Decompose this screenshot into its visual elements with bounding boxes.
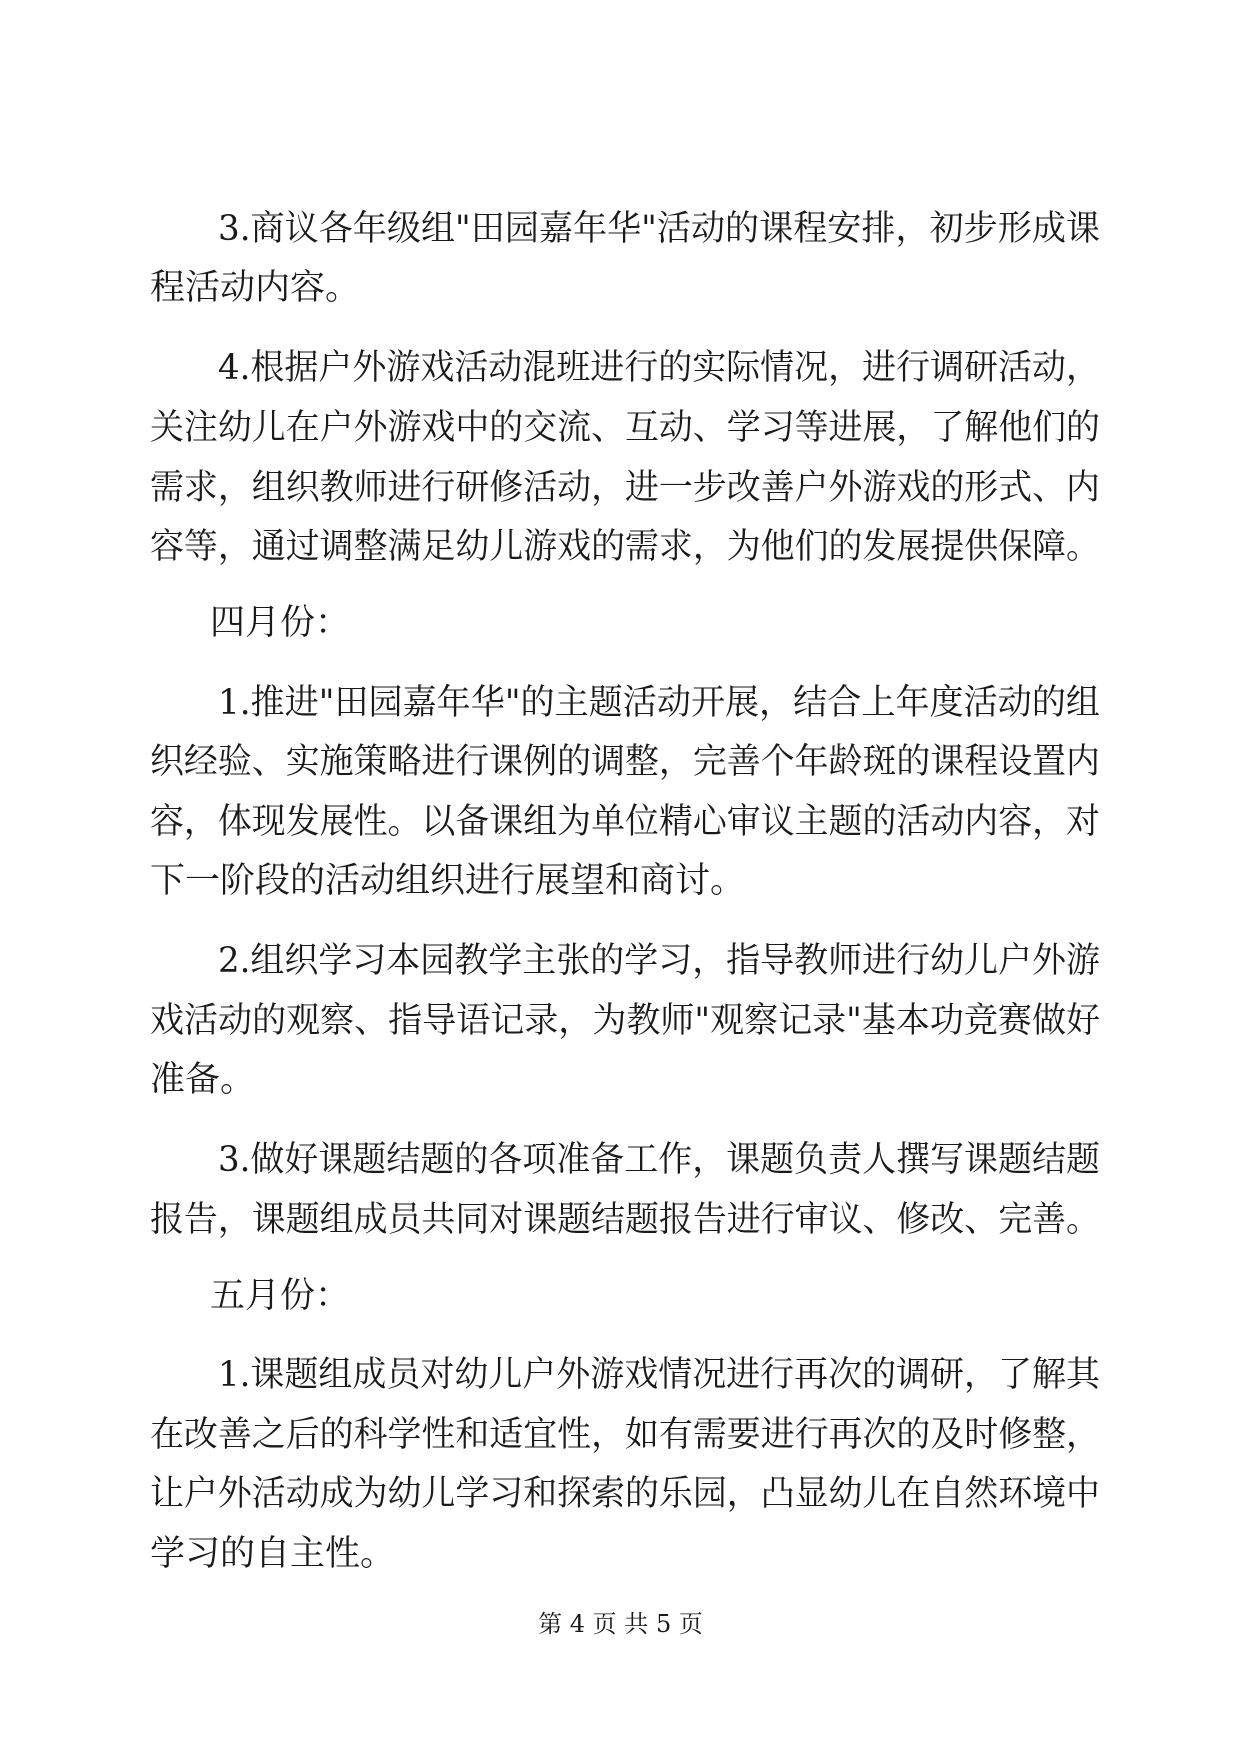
line-text: 准备。 bbox=[150, 1060, 256, 1100]
paragraph-line bbox=[0, 732, 1241, 792]
line-text: 织经验、实施策略进行课例的调整，完善个年龄斑的课程设置内 bbox=[150, 742, 1100, 782]
line-text: 让户外活动成为幼儿学习和探索的乐园，凸显幼儿在自然环境中 bbox=[150, 1474, 1100, 1514]
paragraph-line bbox=[0, 1050, 1241, 1110]
paragraph-line bbox=[0, 338, 1241, 398]
line-text: 3.做好课题结题的各项准备工作，课题负责人撰写课题结题 bbox=[218, 1140, 1100, 1180]
paragraph-line bbox=[0, 931, 1241, 991]
paragraph-line bbox=[0, 1190, 1241, 1250]
paragraph-line bbox=[0, 258, 1241, 318]
line-text: 四月份： bbox=[210, 603, 351, 643]
paragraph-line bbox=[0, 1345, 1241, 1405]
paragraph-line bbox=[0, 1405, 1241, 1465]
paragraph-line bbox=[0, 458, 1241, 518]
line-text: 程活动内容。 bbox=[150, 268, 361, 308]
line-text: 容等，通过调整满足幼儿游戏的需求，为他们的发展提供保障。 bbox=[150, 527, 1100, 567]
line-text: 3.商议各年级组"田园嘉年华"活动的课程安排，初步形成课 bbox=[218, 209, 1100, 249]
paragraph-line bbox=[0, 1464, 1241, 1524]
line-text: 报告，课题组成员共同对课题结题报告进行审议、修改、完善。 bbox=[150, 1200, 1100, 1240]
line-text: 4.根据户外游戏活动混班进行的实际情况，进行调研活动， bbox=[218, 348, 1100, 388]
paragraph-line bbox=[0, 1130, 1241, 1190]
line-text: 在改善之后的科学性和适宜性，如有需要进行再次的及时修整， bbox=[150, 1415, 1100, 1455]
line-text: 关注幼儿在户外游戏中的交流、互动、学习等进展，了解他们的 bbox=[150, 408, 1100, 448]
section-heading bbox=[0, 593, 1241, 653]
line-text: 五月份： bbox=[210, 1276, 351, 1316]
paragraph-line bbox=[0, 1524, 1241, 1584]
paragraph-line bbox=[0, 851, 1241, 911]
paragraph-line bbox=[0, 398, 1241, 458]
paragraph-line bbox=[0, 517, 1241, 577]
paragraph-line bbox=[0, 673, 1241, 733]
line-text: 需求，组织教师进行研修活动，进一步改善户外游戏的形式、内 bbox=[150, 468, 1100, 508]
paragraph-line bbox=[0, 199, 1241, 259]
line-text: 1.课题组成员对幼儿户外游戏情况进行再次的调研，了解其 bbox=[218, 1355, 1100, 1395]
paragraph-line bbox=[0, 991, 1241, 1051]
line-text: 容，体现发展性。以备课组为单位精心审议主题的活动内容，对 bbox=[150, 802, 1100, 842]
line-text: 下一阶段的活动组织进行展望和商讨。 bbox=[150, 861, 746, 901]
section-heading bbox=[0, 1266, 1241, 1326]
line-text: 学习的自主性。 bbox=[150, 1534, 396, 1574]
line-text: 1.推进"田园嘉年华"的主题活动开展，结合上年度活动的组 bbox=[218, 683, 1100, 723]
line-text: 戏活动的观察、指导语记录，为教师"观察记录"基本功竞赛做好 bbox=[150, 1001, 1100, 1041]
line-text: 2.组织学习本园教学主张的学习，指导教师进行幼儿户外游 bbox=[218, 941, 1100, 981]
paragraph-line bbox=[0, 792, 1241, 852]
page-footer: 第 4 页 共 5 页 bbox=[538, 1610, 703, 1638]
